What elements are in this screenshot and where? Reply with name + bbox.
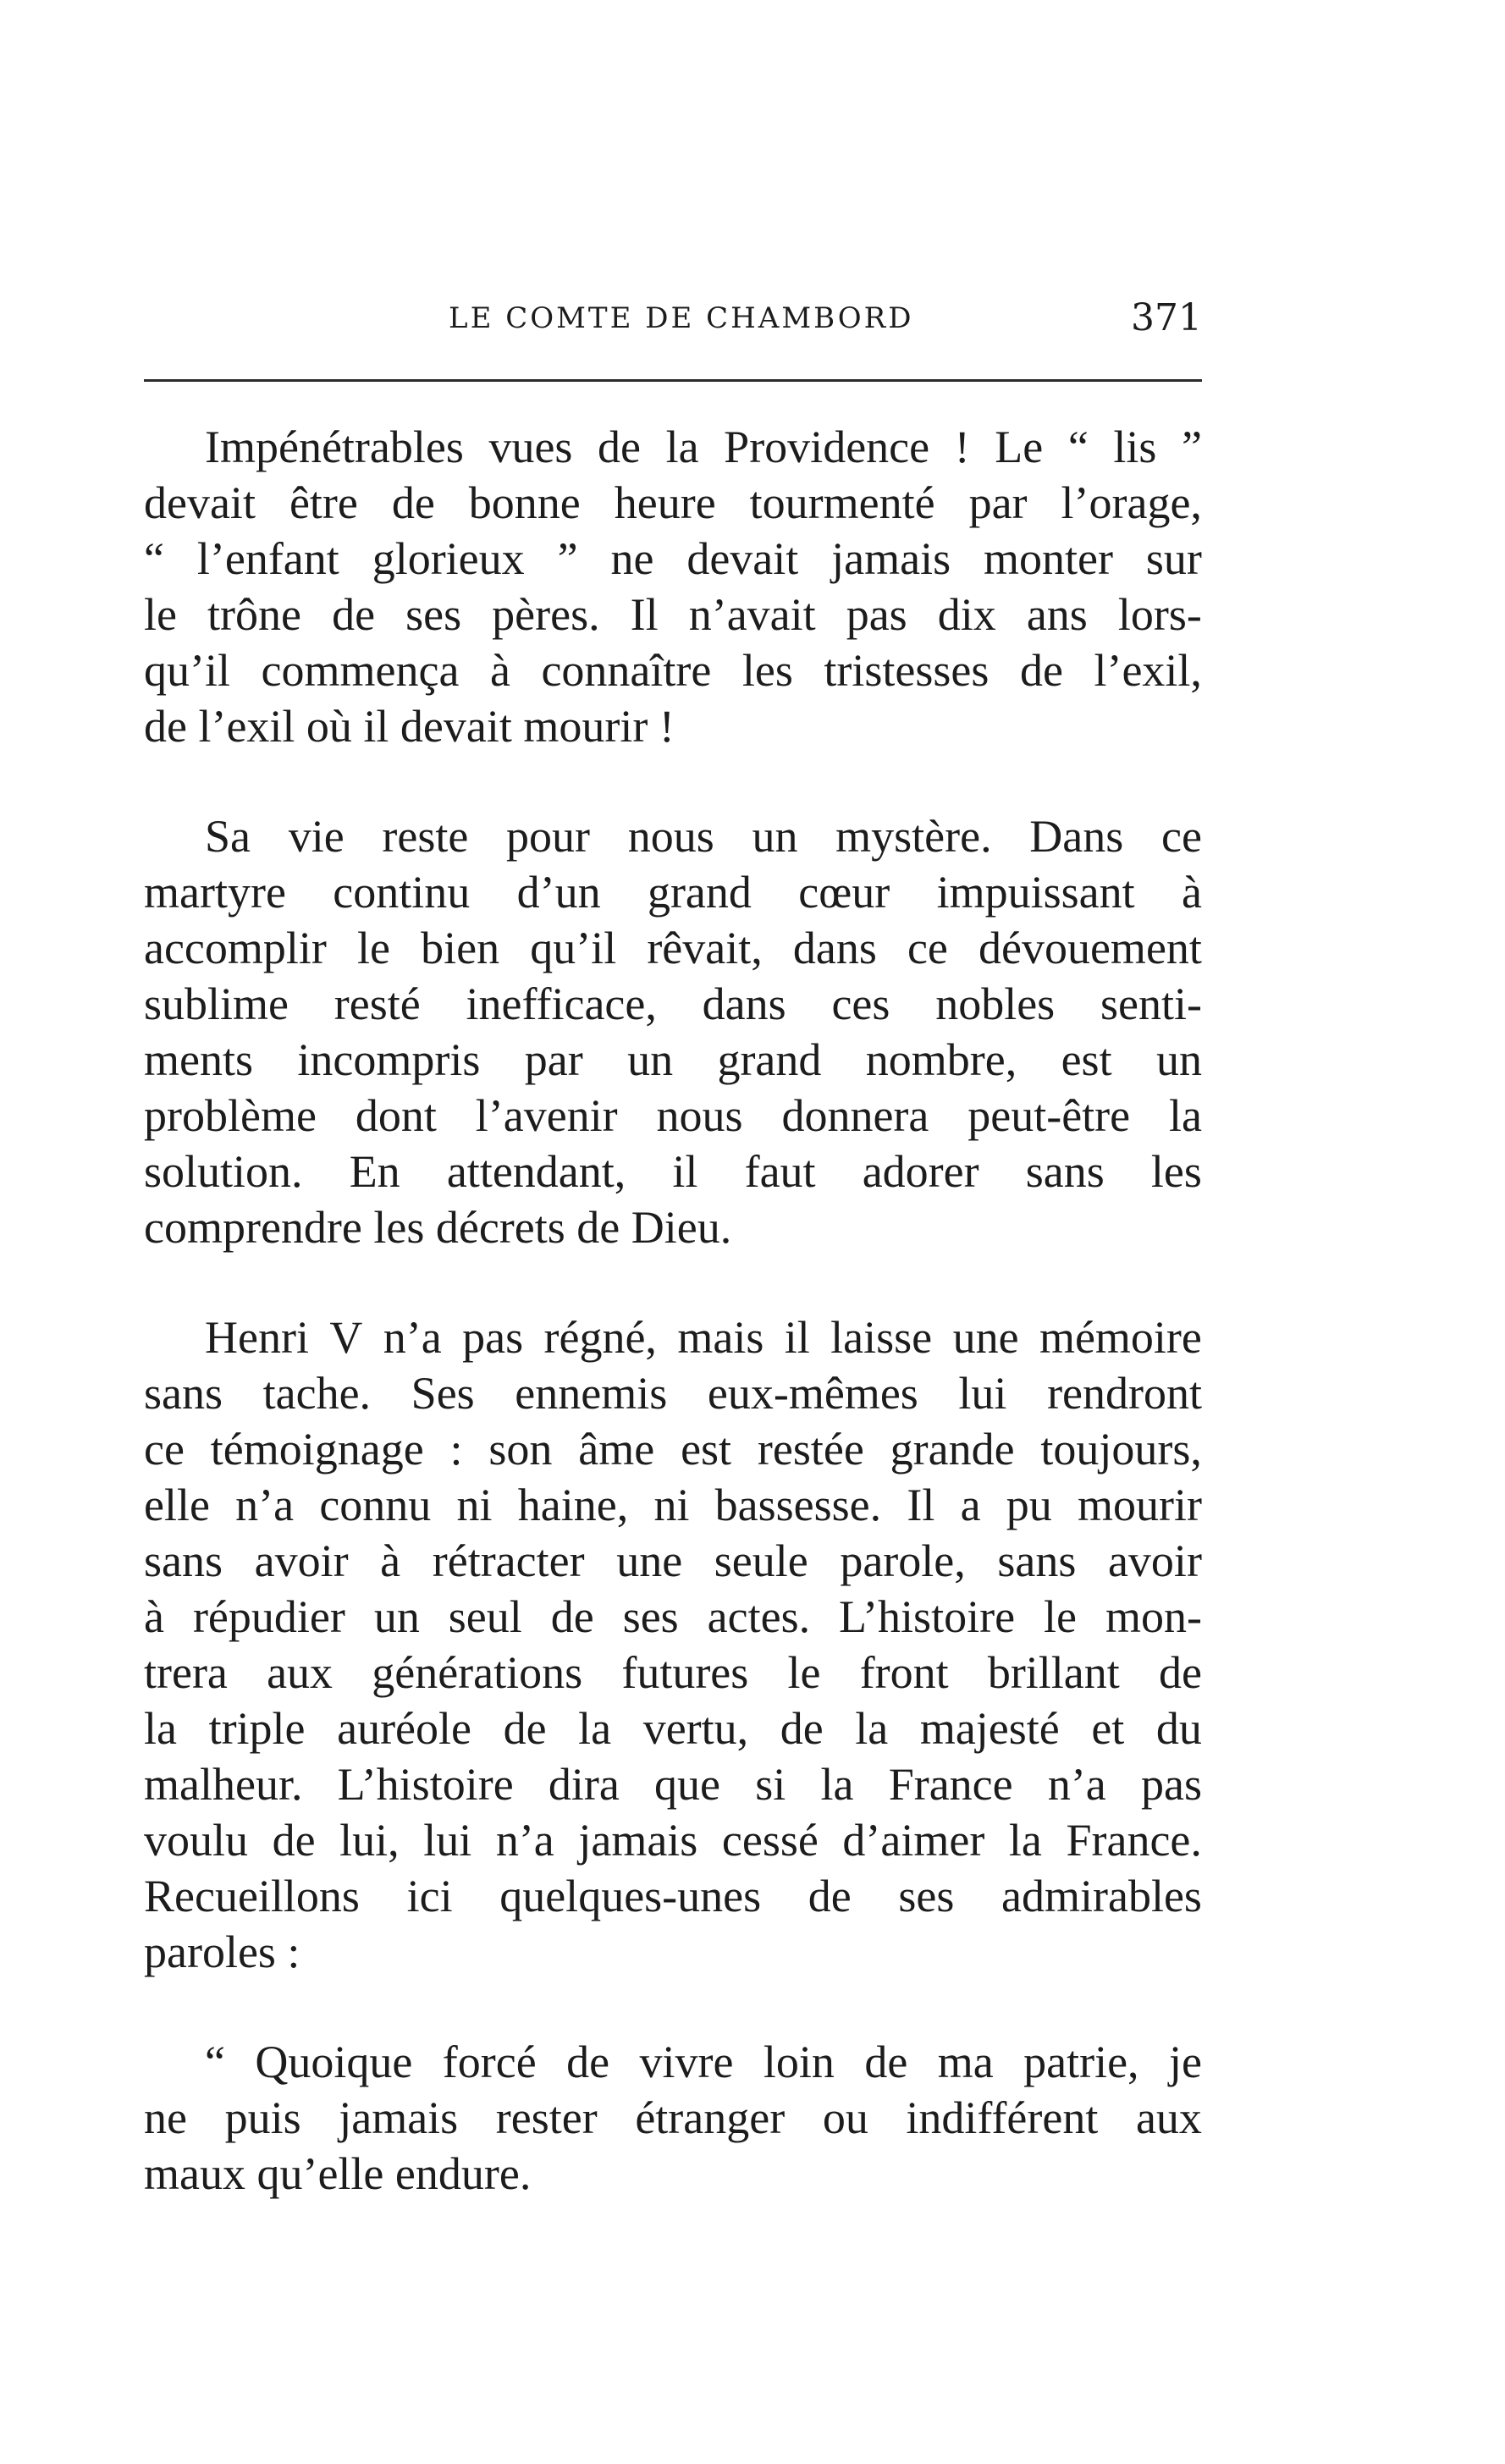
text-line: Impénétrables vues de la Providence ! Le “ lis ”	[205, 422, 1202, 472]
text-line: Henri V n’a pas régné, mais il laisse une mémoire	[205, 1312, 1202, 1363]
text-line: solution. En attendant, il faut adorer sans les	[144, 1146, 1202, 1197]
text-line: le trône de ses pères. Il n’avait pas dix ans lors-	[144, 589, 1202, 640]
text-line: devait être de bonne heure tourmenté par l’orage,	[144, 477, 1202, 528]
text-line: paroles :	[144, 1927, 300, 1977]
text-line: trera aux générations futures le front brillant de	[144, 1647, 1202, 1698]
paragraph-providence	[144, 419, 1202, 754]
text-line: sublime resté inefficace, dans ces nobles senti-	[144, 978, 1202, 1029]
text-line: comprendre les décrets de Dieu.	[144, 1202, 732, 1253]
text-line: elle n’a connu ni haine, ni bassesse. Il a pu mourir	[144, 1480, 1202, 1530]
text-line: la triple auréole de la vertu, de la majesté et du	[144, 1703, 1202, 1754]
text-line: à répudier un seul de ses actes. L’histoire le mon-	[144, 1591, 1202, 1642]
text-line: “ l’enfant glorieux ” ne devait jamais monter sur	[144, 533, 1202, 584]
page-number: 371	[1131, 296, 1202, 339]
text-line: problème dont l’avenir nous donnera peut-être la	[144, 1090, 1202, 1141]
text-line: accomplir le bien qu’il rêvait, dans ce dévouement	[144, 923, 1202, 973]
text-line: qu’il commença à connaître les tristesses de l’exil,	[144, 645, 1202, 696]
running-head	[144, 296, 1202, 352]
paragraph-henri-v	[144, 1309, 1202, 1980]
text-line: ments incompris par un grand nombre, est un	[144, 1034, 1202, 1085]
text-line: malheur. L’histoire dira que si la France n’a pas	[144, 1759, 1202, 1810]
text-line: sans avoir à rétracter une seule parole, sans avoir	[144, 1535, 1202, 1586]
text-line: maux qu’elle endure.	[144, 2148, 532, 2199]
running-title: LE COMTE DE CHAMBORD	[449, 301, 914, 335]
text-line: voulu de lui, lui n’a jamais cessé d’aimer la France.	[144, 1815, 1202, 1866]
text-line: sans tache. Ses ennemis eux-mêmes lui rendront	[144, 1368, 1202, 1419]
text-line: de l’exil où il devait mourir !	[144, 701, 675, 752]
body-text	[144, 419, 1202, 2256]
text-line: martyre continu d’un grand cœur impuissant à	[144, 867, 1202, 918]
header-rule	[144, 379, 1202, 382]
text-line: Recueillons ici quelques-unes de ses admirables	[144, 1871, 1202, 1921]
text-line: ce témoignage : son âme est restée grande toujours,	[144, 1424, 1202, 1475]
paragraph-quotation	[144, 2034, 1202, 2202]
paragraph-mystery	[144, 808, 1202, 1255]
text-line: Sa vie reste pour nous un mystère. Dans ce	[205, 811, 1202, 862]
text-line: “ Quoique forcé de vivre loin de ma patrie, je	[205, 2037, 1202, 2087]
text-line: ne puis jamais rester étranger ou indifférent aux	[144, 2092, 1202, 2143]
